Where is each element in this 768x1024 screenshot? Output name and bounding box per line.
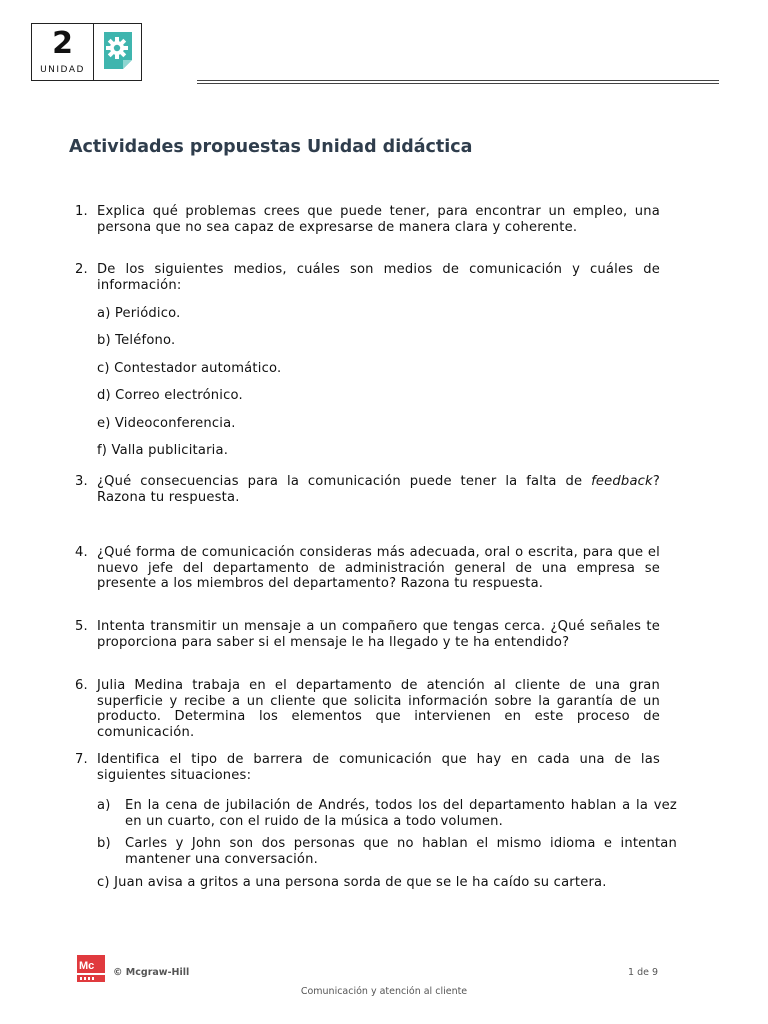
unit-badge-divider (93, 24, 94, 80)
question-number: 2. (75, 262, 88, 277)
option-item: c) Contestador automático. (97, 361, 282, 376)
question-item (75, 262, 660, 293)
question-number: 1. (75, 204, 88, 219)
question-item (75, 545, 660, 592)
question-text-italic: feedback (591, 474, 653, 489)
question-number: 4. (75, 545, 88, 560)
option-item: e) Videoconferencia. (97, 416, 236, 431)
option-item: a) Periódico. (97, 306, 181, 321)
question-text: Explica qué problemas crees que puede tener, para encontrar un empleo, una persona que no sea capaz de expresarse de manera clara y coherente. (97, 204, 660, 235)
question-number: 6. (75, 678, 88, 693)
question-text: De los siguientes medios, cuáles son medios de comunicación y cuáles de información: (97, 262, 660, 293)
footer-publisher: © Mcgraw-Hill (113, 967, 190, 978)
question-text-part: ? Razona tu respuesta. (97, 474, 660, 505)
footer-subject: Comunicación y atención al cliente (300, 986, 468, 997)
sub-item (97, 836, 677, 867)
sub-item (97, 798, 677, 829)
unit-badge (31, 23, 142, 81)
question-item (75, 752, 660, 783)
logo-text: Mc (79, 960, 95, 972)
page-title: Actividades propuestas Unidad didáctica (69, 137, 473, 157)
unit-label: UNIDAD (40, 65, 85, 75)
question-text: Julia Medina trabaja en el departamento de atención al cliente de una gran superficie y recibe a un cliente que solicita información sobre la garantía de un producto. Determina los elementos que intervienen en este proceso de comunicación. (97, 678, 660, 741)
sub-item-label: b) (97, 836, 111, 851)
sub-item-text: En la cena de jubilación de Andrés, todos los del departamento hablan a la vez en un cuarto, con el ruido de la música a todo volumen. (125, 798, 677, 829)
page-number: 1 de 9 (628, 967, 659, 978)
sub-item-text: Carles y John son dos personas que no hablan el mismo idioma e intentan mantener una conversación. (125, 836, 677, 867)
header-rule (197, 83, 719, 84)
mcgraw-hill-logo (77, 955, 105, 982)
unit-number: 2 (52, 26, 73, 61)
question-text: Identifica el tipo de barrera de comunicación que hay en cada una de las siguientes situaciones: (97, 752, 660, 783)
question-item (75, 474, 660, 505)
gear-document-icon (102, 31, 134, 75)
sub-item-text: c) Juan avisa a gritos a una persona sorda de que se le ha caído su cartera. (97, 875, 607, 890)
question-item (75, 678, 660, 741)
question-number: 3. (75, 474, 88, 489)
option-item: b) Teléfono. (97, 333, 176, 348)
question-item (75, 204, 660, 235)
question-text (97, 474, 660, 505)
sub-item-label: a) (97, 798, 111, 813)
question-number: 5. (75, 619, 88, 634)
option-item: d) Correo electrónico. (97, 388, 243, 403)
question-text: ¿Qué forma de comunicación consideras más adecuada, oral o escrita, para que el nuevo jefe del departamento de administración general de una empresa se presente a los miembros del departamento? Razona tu respuesta. (97, 545, 660, 592)
question-text: Intenta transmitir un mensaje a un compañero que tengas cerca. ¿Qué señales te proporciona para saber si el mensaje le ha llegado y te ha entendido? (97, 619, 660, 650)
option-item: f) Valla publicitaria. (97, 443, 229, 458)
header-rule (197, 80, 719, 81)
question-text-part: ¿Qué consecuencias para la comunicación puede tener la falta de (97, 474, 592, 489)
question-number: 7. (75, 752, 88, 767)
question-item (75, 619, 660, 650)
